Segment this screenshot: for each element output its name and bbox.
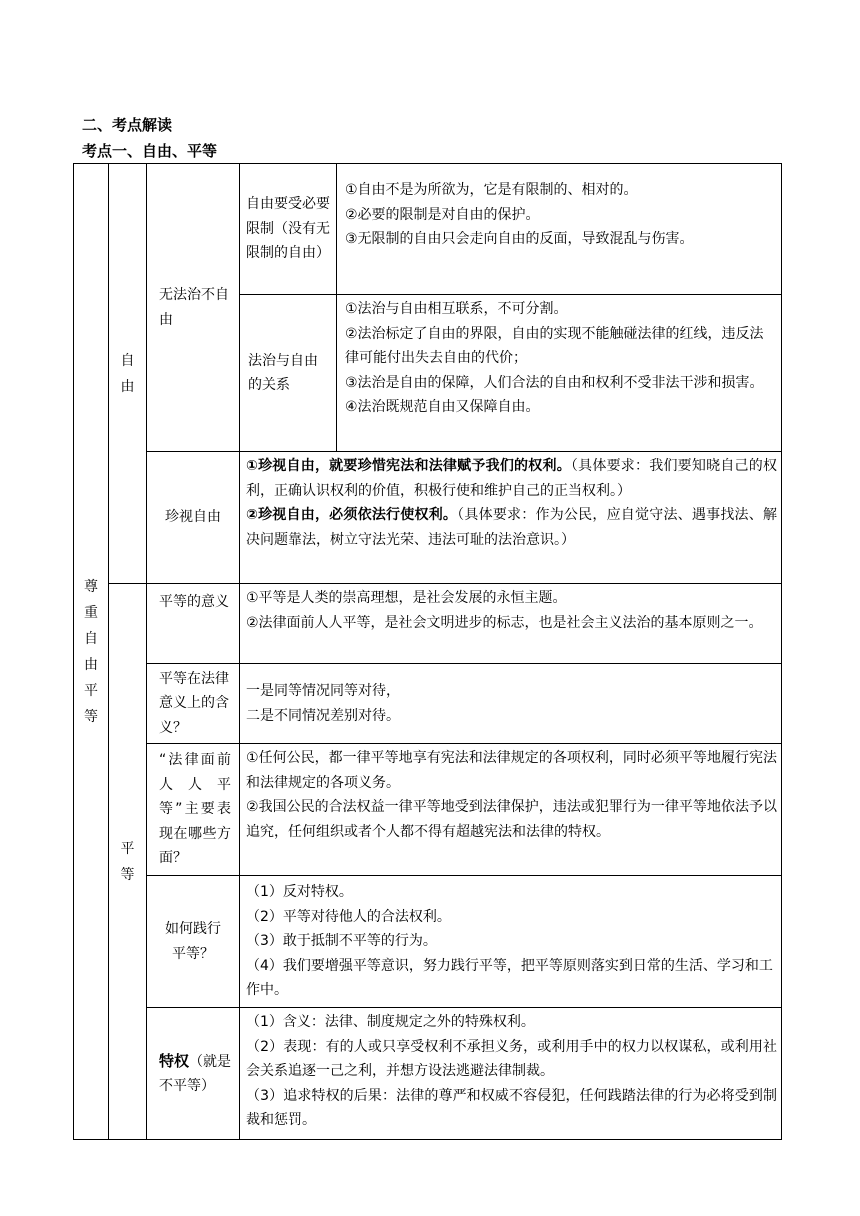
section-heading: 二、考点解读 [82,116,173,134]
meaning-point: ①平等是人类的崇高理想，是社会发展的永恒主题。 [246,590,567,606]
practice-point: （2）平等对待他人的合法权利。 [246,908,451,925]
root-cell [74,164,109,1140]
meaning-points-cell [240,584,782,664]
limit-point: ③无限制的自由只会走向自由的反面，导致混乱与伤害。 [345,231,694,247]
limit-label-cell [240,164,337,295]
meaning-label: 平等的意义 [159,594,229,610]
manifest-points-cell [240,744,782,876]
cherish-point-2-bold: ②珍视自由，必须依法行使权利。 [246,507,458,523]
privilege-point: （1）含义：法律、制度规定之外的特殊权利。 [246,1014,535,1030]
practice-point: （4）我们要增强平等意识，努力践行平等，把平等原则落实到日常的生活、学习和工作中。 [246,957,773,998]
relation-point: ③法治是自由的保障，人们合法的自由和权利不受非法干涉和损害。 [345,374,764,391]
cherish-point-1-rest: （具体要求：我们要知晓自己的权利，正确认识权利的价值，积极行使和维护自己的正当权利。） [246,458,778,499]
manifest-point: ②我国公民的合法权益一律平等地受到法律保护，违法或犯罪行为一律平等地依法予以追究，任何组织或者个人都不得有超越宪法和法律的特权。 [246,799,777,840]
practice-point: （3）敢于抵制不平等的行为。 [246,933,437,949]
limit-point: ②必要的限制是对自由的保护。 [345,206,540,223]
legal-label-cell [147,664,240,744]
topic-heading: 考点一、自由、平等 [82,142,218,160]
freedom-cell [109,164,147,584]
relation-point: ④法治既规范自由又保障自由。 [345,399,540,415]
manifest-point: ①任何公民，都一律平等地享有宪法和法律规定的各项权利，同时必须平等地履行宪法和法律规定的各项义务。 [246,750,777,791]
equality-label: 平等 [120,840,135,883]
relation-point: ①法治与自由相互联系，不可分割。 [345,301,568,317]
relation-label-cell [240,295,337,452]
limit-points-cell [337,164,782,295]
knowledge-table [73,163,782,1140]
manifest-label-cell [147,744,240,876]
practice-point: （1）反对特权。 [246,884,353,900]
cherish-label: 珍视自由 [165,509,221,526]
legal-points-cell [240,664,782,744]
legal-point: 二是不同情况差别对待。 [246,707,400,724]
relation-points-cell [337,295,782,452]
root-label: 尊重自由平等 [84,578,98,725]
privilege-label-cell [147,1008,240,1140]
limit-point: ①自由不是为所欲为，它是有限制的、相对的。 [345,182,638,198]
privilege-points-cell [240,1008,782,1140]
legal-point: 一是同等情况同等对待， [246,683,400,699]
privilege-point: （3）追求特权的后果：法律的尊严和权威不容侵犯，任何践踏法律的行为必将受到制裁和惩罚。 [246,1087,777,1128]
meaning-label-cell [147,584,240,664]
privilege-label-rest: （就是不平等） [159,1053,232,1094]
privilege-point: （2）表现：有的人或只享受权利不承担义务，或利用手中的权力以权谋私，或利用社会关系追逐一己之利，并想方设法逃避法律制裁。 [246,1038,777,1079]
practice-points-cell [240,876,782,1008]
practice-label: 如何践行平等？ [165,921,221,962]
cherish-point-1-bold: ①珍视自由，就要珍惜宪法和法律赋予我们的权利。 [246,458,571,474]
freedom-label: 自由 [120,352,135,395]
cherish-point-2-rest: （具体要求：作为公民，应自觉守法、遇事找法、解决问题靠法，树立守法光荣、违法可耻的法治意识。） [246,507,777,548]
relation-point: ②法治标定了自由的界限，自由的实现不能触碰法律的红线，违反法律可能付出失去自由的代价； [345,325,764,366]
no-rule-of-law-label: 无法治不自由 [159,287,229,328]
legal-label: 平等在法律意义上的含义？ [159,670,229,736]
manifest-label: “法律面前人人平等”主要表现在哪些方面？ [159,752,231,867]
relation-label: 法治与自由的关系 [248,352,318,393]
privilege-label-bold: 特权 [159,1051,190,1070]
cherish-label-cell [147,452,240,584]
practice-label-cell [147,876,240,1008]
cherish-points-cell [240,452,782,584]
equality-cell [109,584,147,1140]
meaning-point: ②法律面前人人平等，是社会文明进步的标志，也是社会主义法治的基本原则之一。 [246,614,763,631]
no-rule-of-law-cell [147,164,240,452]
limit-label: 自由要受必要限制（没有无限制的自由） [246,196,330,262]
